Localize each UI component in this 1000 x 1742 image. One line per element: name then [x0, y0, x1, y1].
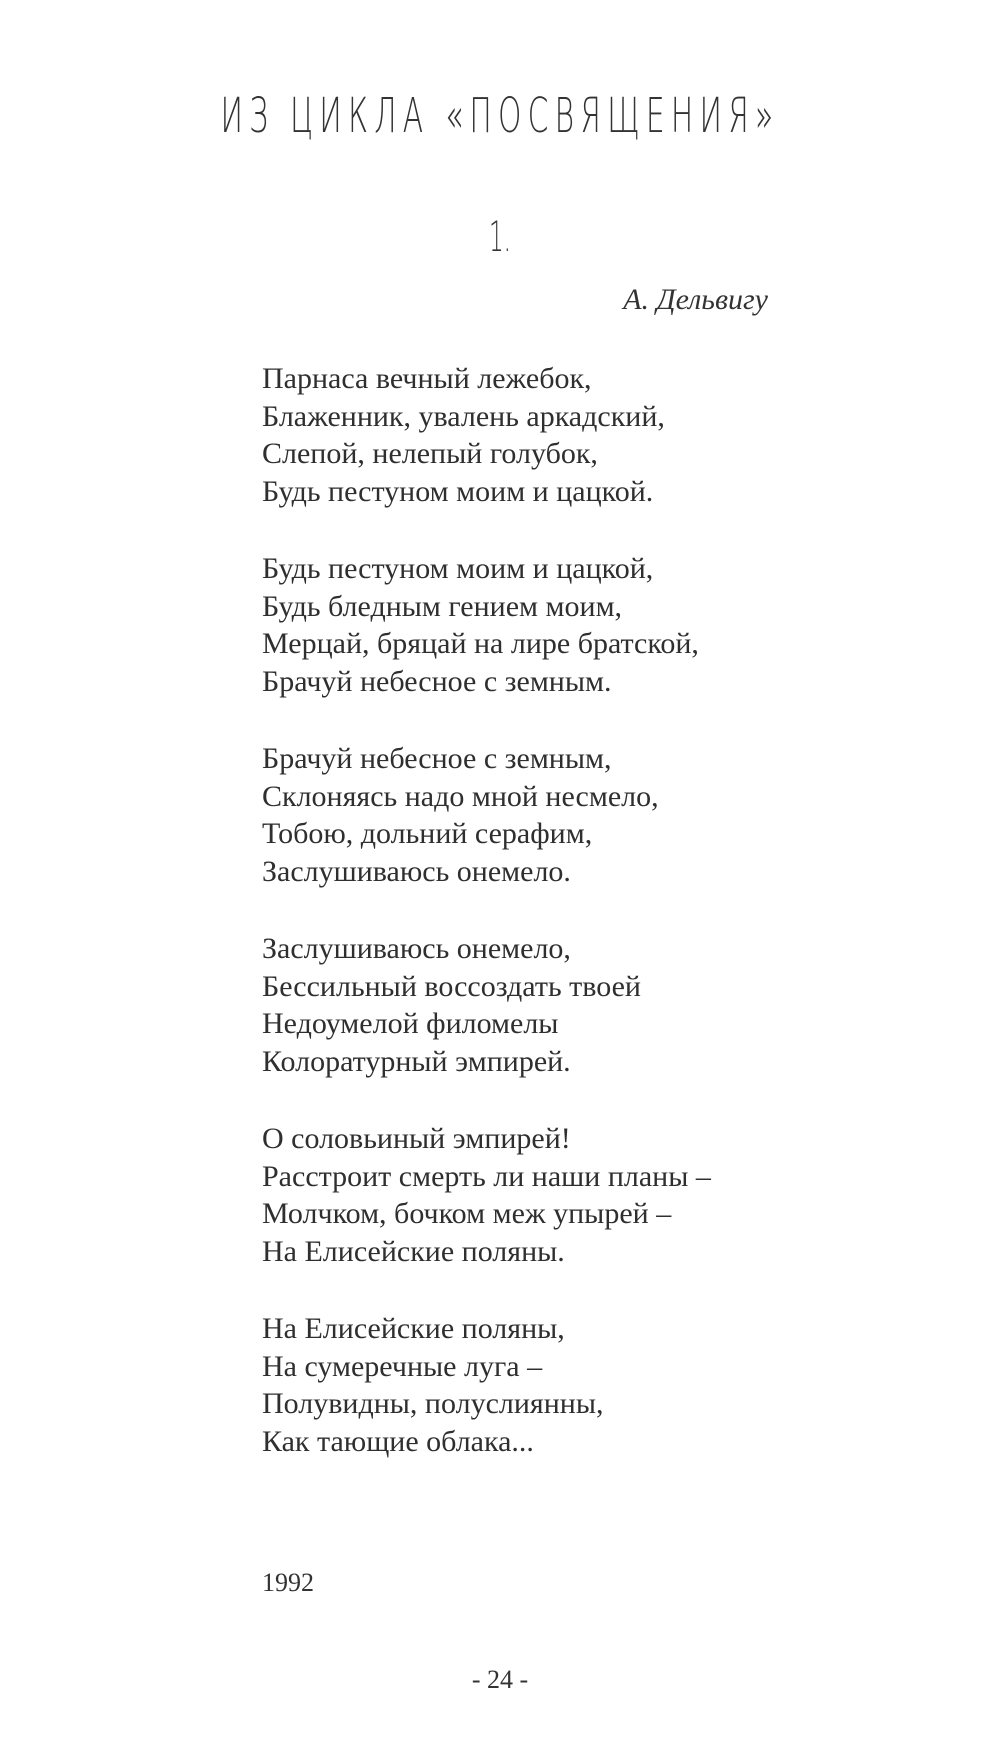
poem-body: [262, 360, 822, 1500]
poem-line: На Елисейские поляны,: [262, 1312, 565, 1345]
poem-line: Полувидны, полуслиянны,: [262, 1387, 604, 1420]
poem-number: 1.: [488, 212, 512, 261]
poem-line: Заслушиваюсь онемело,: [262, 932, 571, 965]
stanza: [262, 550, 822, 700]
poem-line: Расстроит смерть ли наши планы –: [262, 1159, 711, 1193]
poem-line: Парнаса вечный лежебок,: [262, 362, 592, 395]
poem-line: Бессильный воссоздать твоей: [262, 969, 641, 1003]
poem-title: ИЗ ЦИКЛА «ПОСВЯЩЕНИЯ»: [220, 88, 780, 144]
poem-line: Заслушиваюсь онемело.: [262, 854, 571, 888]
stanza: [262, 1310, 822, 1460]
poem-year: 1992: [262, 1568, 314, 1597]
poem-line: Будь бледным гением моим,: [262, 589, 623, 623]
page-number: - 24 -: [471, 1665, 529, 1694]
poem-line: Тобою, дольний серафим,: [262, 817, 593, 850]
stanza: [262, 360, 822, 510]
stanza: [262, 930, 822, 1080]
poem-line: Будь пестуном моим и цацкой,: [262, 552, 654, 585]
stanza: [262, 1120, 822, 1270]
poem-line: Будь пестуном моим и цацкой.: [262, 474, 654, 508]
poem-line: Колоратурный эмпирей.: [262, 1044, 571, 1078]
poem-line: Склоняясь надо мной несмело,: [262, 779, 659, 813]
poem-line: Мерцай, бряцай на лире братской,: [262, 627, 699, 660]
dedication: А. Дельвигу: [623, 283, 768, 316]
poem-line: О соловьиный эмпирей!: [262, 1122, 571, 1155]
poem-line: Слепой, нелепый голубок,: [262, 437, 598, 470]
poem-line: Как тающие облака...: [262, 1424, 534, 1458]
stanza: [262, 740, 822, 890]
poem-line: Брачуй небесное с земным.: [262, 664, 612, 698]
poem-line: Недоумелой филомелы: [262, 1007, 559, 1040]
poem-line: Брачуй небесное с земным,: [262, 742, 612, 775]
poem-line: На Елисейские поляны.: [262, 1234, 565, 1268]
poem-line: Молчком, бочком меж упырей –: [262, 1197, 672, 1230]
poem-line: Блаженник, увалень аркадский,: [262, 399, 665, 433]
poem-line: На сумеречные луга –: [262, 1349, 543, 1383]
